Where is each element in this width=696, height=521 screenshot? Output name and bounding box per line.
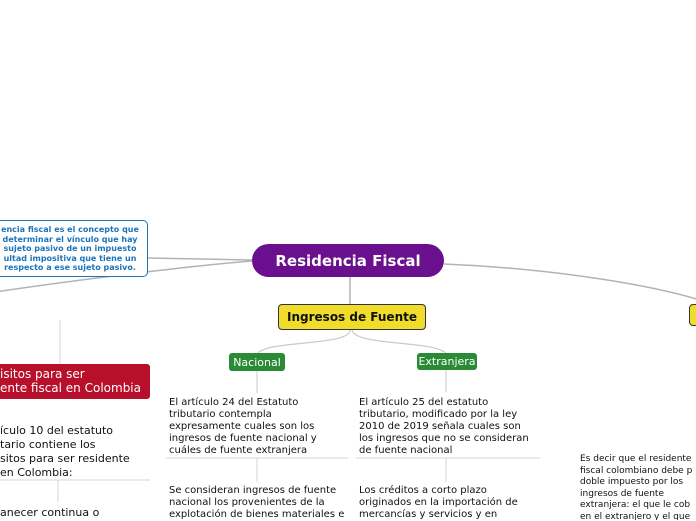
ingresos-node[interactable] [278,304,426,330]
requisitos-line-1: isitos para ser [0,367,85,381]
connector-ingresos-nacional [258,330,350,353]
requisitos-text-line-a: ículo 10 del estatuto [0,424,114,437]
right-topic-node[interactable] [689,304,696,326]
right-text[interactable]: Es decir que el residente fiscal colombiano debe p doble impuesto por los ingresos de fuente extranjera: el que le cob en el extranjero y el que [580,454,693,520]
nacional-node[interactable] [229,353,285,371]
definition-note[interactable] [0,220,148,277]
nacional-text-1[interactable]: El artículo 24 del Estatuto tributario contempla expresamente cuales son los ingresos de fuente nacional y cuáles de fuente extranjera [169,397,317,456]
requisitos-node[interactable] [0,364,150,399]
requisitos-text[interactable] [0,424,150,480]
connector-root-right [444,264,696,300]
connector-ingresos-extranjera [352,330,446,353]
requisitos-text-line-c: sitos para ser residente [0,452,130,465]
root-node[interactable] [252,244,444,277]
requisitos-text-line-e[interactable]: anecer continua o [0,506,100,519]
connector-note [148,258,252,260]
requisitos-line-2: ente fiscal en Colombia [0,381,141,395]
root-title: Residencia Fiscal [275,251,421,270]
nacional-label: Nacional [233,355,281,369]
requisitos-text-line-b: tario contiene los [0,438,96,451]
definition-note-text: encia fiscal es el concepto que determinar el vínculo que hay sujeto pasivo de un impuesto ultad impositiva que tiene un respecto a ese sujeto pasivo. [1,225,139,272]
nacional-text-2[interactable]: Se consideran ingresos de fuente nacional los provenientes de la explotación de bienes materiales e [169,485,345,520]
ingresos-title: Ingresos de Fuente [287,310,417,324]
requisitos-text-line-d: en Colombia: [0,466,73,479]
extranjera-node[interactable] [417,353,477,370]
extranjera-text-2[interactable]: Los créditos a corto plazo originados en la importación de mercancías y servicios y en [359,485,518,520]
extranjera-label: Extranjera [418,355,476,368]
extranjera-text-1[interactable]: El artículo 25 del estatuto tributario, modificado por la ley 2010 de 2019 señala cuales son los ingresos que no se consideran de fuente nacional [359,397,529,456]
